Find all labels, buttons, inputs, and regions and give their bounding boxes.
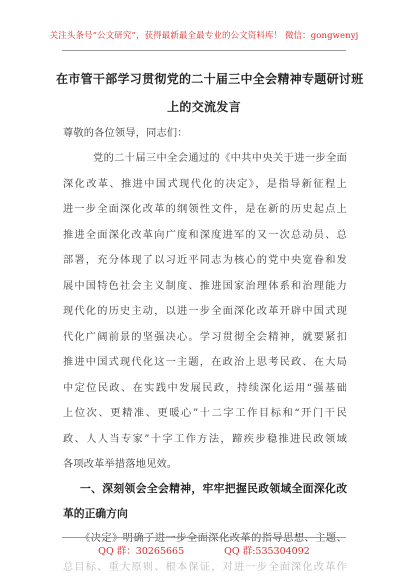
footer-divider — [62, 537, 346, 538]
body-line: 中定位民政、在实践中发展民政，持续深化运用“强基础 — [63, 383, 347, 394]
document-title-line-2: 上的交流发言 — [167, 100, 241, 114]
body-line-partial: 总目标、重大原则、根本保证，对进一步全面深化改革作 — [63, 562, 347, 573]
body-line: 现代化的历史主动，以进一步全面深化改革开辟中国式现 — [63, 306, 347, 317]
footer-qq-group-2: QQ 群:535304092 — [224, 546, 310, 557]
body-line: 展中国特色社会主义制度、推进国家治理体系和治理能力 — [63, 281, 347, 292]
body-line: 政、人人当专家”十字工作方法，蹄疾步稳推进民政领域 — [63, 434, 347, 445]
body-line: 推进中国式现代化这一主题，在政治上思考民政、在大局 — [63, 357, 347, 368]
body-line: 上位次、更精准、更暖心”十二字工作目标和“开门干民 — [63, 408, 347, 419]
footer-qq-group-1: QQ 群：30265665 — [98, 546, 185, 557]
body-line: 推进全面深化改革向广度和深度进军的又一次总动员、总 — [63, 230, 347, 241]
header-banner: 关注头条号“公文研究”，获得最新最全最专业的公文资料库！ 微信：gongwenyj — [49, 31, 359, 41]
body-line: 代化广阔前景的坚强决心。学习贯彻全会精神，就要紧扣 — [63, 332, 347, 343]
body-line: 各项改革举措落地见效。 — [63, 459, 178, 470]
header-divider — [62, 50, 346, 51]
body-line: 《决定》明确了进一步全面深化改革的指导思想、主题、 — [80, 533, 347, 544]
section-heading: 一、深刻领会全会精神，牢牢把握民政领域全面深化改 — [80, 482, 347, 495]
salutation: 尊敬的各位领导，同志们： — [63, 128, 188, 139]
footer — [0, 543, 408, 557]
body-line: 部署，充分体现了以习近平同志为核心的党中央宽眷和发 — [63, 255, 347, 266]
body-line: 进一步全面深化改革的纲领性文件，是在新的历史起点上 — [63, 204, 347, 215]
body-line: 党的二十届三中全会通过的《中共中央关于进一步全面 — [93, 153, 347, 164]
document-title-line-1: 在市管干部学习贯彻党的二十届三中全会精神专题研讨班 — [56, 72, 364, 86]
body-line: 深化改革、推进中国式现代化的决定》，是指导新征程上 — [63, 179, 347, 190]
section-heading: 革的正确方向 — [63, 507, 128, 520]
